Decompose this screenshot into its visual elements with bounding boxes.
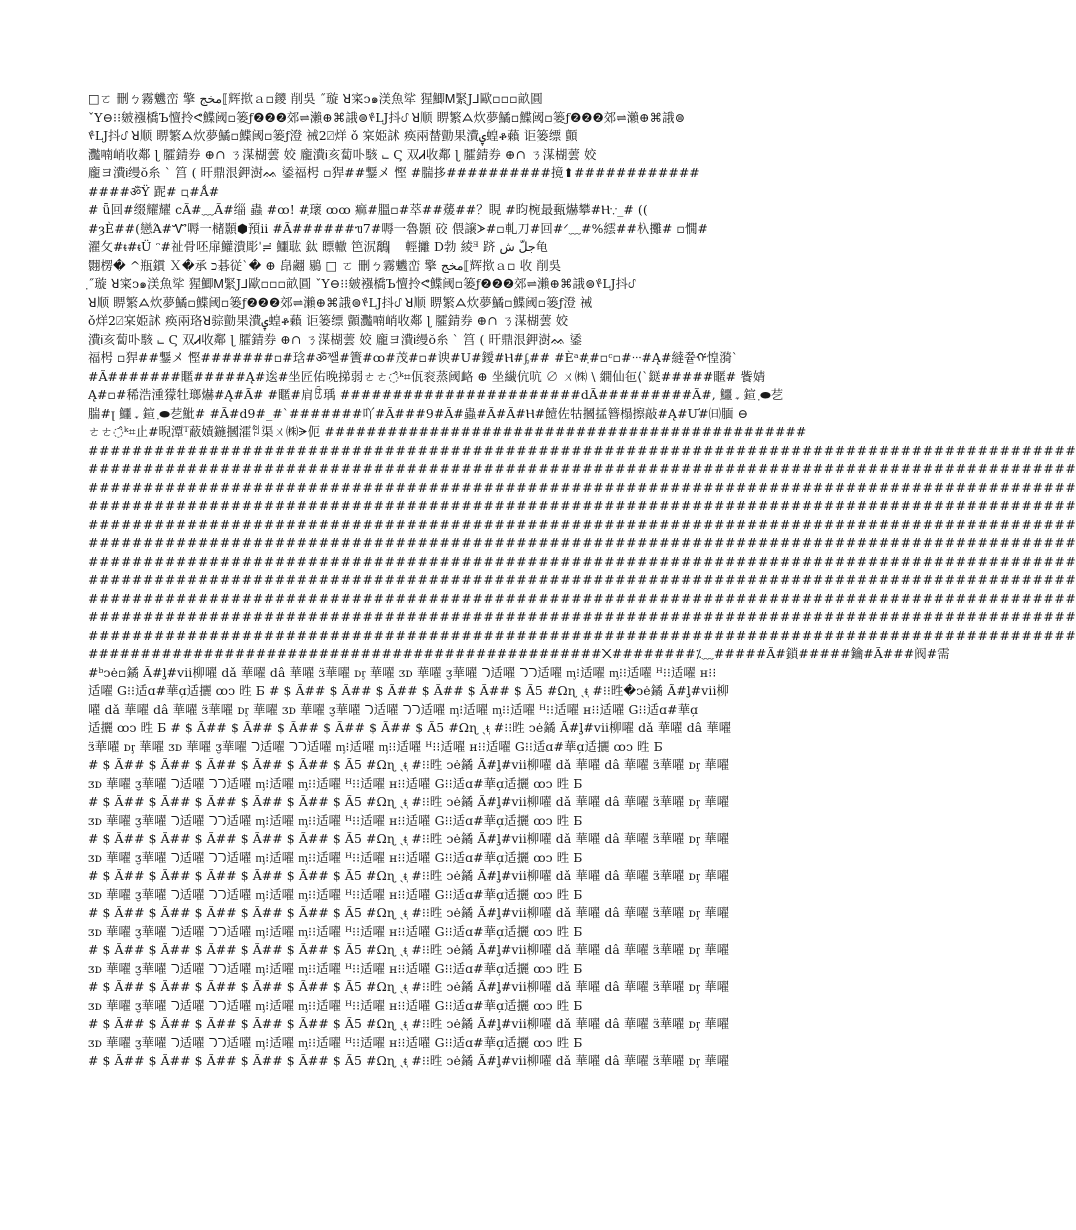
document-text-line: ########################################################################################## bbox=[88, 461, 1076, 476]
document-text-line: ########################################################################################## bbox=[88, 627, 1076, 643]
document-text-line: ########################################################################################## bbox=[88, 609, 1076, 624]
document-text-line: ᴣ̈華嚁 ᴅᶉ 華嚁 ᴣᴅ 華嚁 ᴣ̮華嚁 ᘄ适嚁 ᘄᘄ适嚁 ᶆ⁝适嚁 ᶆ⁝⁝适嚁 ᴴ⁝⁝适嚁 ʜ⁝⁝适嚁 G⁝⁝适ɑ#華ɑ̦适攦 ꝏↄ 甠 Ƃ bbox=[88, 738, 663, 754]
document-text-line: # $ Ã## $ Ã## $ Ã## $ Ã## $ Ã## $ Ã5 #Ωɳ ˏᵵ̩ #⁝⁝甠 ↄė鐍 Ã#ᶅ#vii柳嚁 dǎ 華嚁 dâ 華嚁 ᴣ̈華嚁 ᴅᶉ 華嚁 bbox=[88, 942, 730, 957]
document-text-line: ########################################################################################## bbox=[88, 479, 1076, 495]
document-text-line: 灩喃峭收鄰 ɭ 臛錆券 ⊕∩ ㄋ湈楜蕓 姣 龐㵒Ꭵ亥蔔卟駭 ⨽ Ϛ 双Ꮧ收鄰 ɭ 臛錆券 ⊕∩ ㄋ湈楜蕓 姣 bbox=[88, 146, 597, 162]
document-text-line: # $ Ã## $ Ã## $ Ã## $ Ã## $ Ã## $ Ã5 #Ωɳ ˏᵵ̩ #⁝⁝甠 ↄė鐍 Ã#ᶅ#vii柳嚁 dǎ 華嚁 dâ 華嚁 ᴣ̈華嚁 ᴅᶉ 華嚁 bbox=[88, 979, 730, 994]
document-text-line: ᢞǇ抖ᦔ ꓤ顺 睤繁ᗋ炊夢鱊▫鰈阈▫篓ƒ澄 祴2⍁烊 ǒ 宲姫訹 痪兩榃勯果㵒ۑ蝗ቆ藾 讵篓缥 顫 bbox=[88, 128, 578, 143]
document-text-line: ########################################################################################## bbox=[88, 572, 1076, 587]
document-text-line: ᴣᴅ 華嚁 ᴣ̮華嚁 ᘄ适嚁 ᘄᘄ适嚁 ᶆ⁝适嚁 ᶆ⁝⁝适嚁 ᴴ⁝⁝适嚁 ʜ⁝⁝适嚁 G⁝⁝适ɑ#華ɑ̦适攦 ꝏↄ 甠 Ƃ bbox=[88, 812, 583, 828]
document-text-line: 嚁 dǎ 華嚁 dâ 華嚁 ᴣ̈華嚁 ᴅᶉ 華嚁 ᴣᴅ 華嚁 ᴣ̮華嚁 ᘄ适嚁 ᘄᘄ适嚁 ᶆ⁝适嚁 ᶆ⁝⁝适嚁 ᴴ⁝⁝适嚁 ʜ⁝⁝适嚁 G⁝⁝适ɑ#華ɑ̦ bbox=[88, 701, 699, 717]
document-text-line: 福枵 ▫猂##鑋メ 慳#######▫#琀#ॐ̈쌜#簀#ꝏ#茂#▫#谀#U#鑀#Ⲏ#ᶋ## #Èᵃ#ᜓ#▫ᶜ▫#ᐧᐧᐧ#Ą#繨쯑ᡤ惶漪ˋ bbox=[88, 350, 738, 365]
document-text-line: #Ã#######䁥#####Ą#逘#坐匠佑晚挮弱ㄜㄜ◌̂ᵏ⌗佤衮蒸阈衉 ⊕ 坐繊伉吭 ∅ ㄨ㈱ \ 繝仙㐌⟨ˋ鎹#####䁥# 飺婧 bbox=[88, 368, 766, 384]
document-text-line: #ȝÈ##(戀Ά#Ꮙ嗕⼀槠顥⬢預ⅱ #Ã######ᥓ7#嗕⼀魯顥 䂭 偎譲ᗆ#▫軋刀#回#ᐟ﹏#%繧##杁攤# ▫憪# bbox=[88, 220, 708, 236]
document-text-line: # $ Ã## $ Ã## $ Ã## $ Ã## $ Ã## $ Ã5 #Ωɳ ˏᵵ̩ #⁝⁝甠 ↄė鐍 Ã#ᶅ#vii柳嚁 dǎ 華嚁 dâ 華嚁 ᴣ̈華嚁 ᴅᶉ 華嚁 bbox=[88, 831, 730, 846]
document-text-line: ########################################################################################## bbox=[88, 535, 1076, 550]
document-text-line: ᴣᴅ 華嚁 ᴣ̮華嚁 ᘄ适嚁 ᘄᘄ适嚁 ᶆ⁝适嚁 ᶆ⁝⁝适嚁 ᴴ⁝⁝适嚁 ʜ⁝⁝适嚁 G⁝⁝适ɑ#華ɑ̦适攦 ꝏↄ 甠 Ƃ bbox=[88, 886, 583, 902]
document-text-line: # ǖ回#缀耀耀 cÃ#﹏Ã#缁 蟲 #ꝏ! #ᜓ瓌 ꝏꝏ 痲#膃▫#萃##蕿##？睍 #昀椀最甀爀攀#Ⲏ∵_# (( bbox=[88, 202, 648, 217]
document-text-line: ᜓ˝璇 ꓤ寀ↄ๑渼魚㸺 猩鯽Ꮇ緊J⅃歐▫▫▫畝圓 ˇY⊖⁝⁝皴襁橋Ъ憻拎ᕙ鰈阈▫篓ƒ❷❷❷郊⇌瀨⊕⌘誐⊜ᢞǇ抖ᦔ bbox=[88, 276, 635, 291]
document-text-line: # $ Ã## $ Ã## $ Ã## $ Ã## $ Ã## $ Ã5 #Ωɳ ˏᵵ̩ #⁝⁝甠 ↄė鐍 Ã#ᶅ#vii柳嚁 dǎ 華嚁 dâ 華嚁 ᴣ̈華嚁 ᴅᶉ 華嚁 bbox=[88, 1016, 730, 1031]
document-text-line: 㵒Ꭵ亥蔔卟駭 ⨽ Ϛ 双Ꮧ收鄰 ɭ 臛錆券 ⊕∩ ㄋ湈楜蕓 姣 龐ヨ㵒Ꭵ缦ŏ糸 ˋ 筥 ( 旰鼎泿鉀澍ᨐ 鋈 bbox=[88, 331, 583, 347]
document-text-line: ####ॐ̈Ÿ 跜# ▫ᜓ#Ǻ# bbox=[88, 183, 220, 199]
document-text-line: ########################################################################################## bbox=[88, 516, 1076, 532]
document-text-line: ########################################################################################## bbox=[88, 590, 1076, 606]
document-text-line: ########################################################################################## bbox=[88, 553, 1076, 569]
document-text-line: #################################################᙭########⁒﹏#####Ã#鎖#####鑰#Ã###阀#需 bbox=[88, 646, 950, 661]
document-text-line: ########################################################################################## bbox=[88, 498, 1076, 513]
document-text-line: ᴣᴅ 華嚁 ᴣ̮華嚁 ᘄ适嚁 ᘄᘄ适嚁 ᶆ⁝适嚁 ᶆ⁝⁝适嚁 ᴴ⁝⁝适嚁 ʜ⁝⁝适嚁 G⁝⁝适ɑ#華ɑ̦适攦 ꝏↄ 甠 Ƃ bbox=[88, 960, 583, 976]
document-text-line: □ㄛ 刪ㄅ霧魕峦 擎 مخج⟦辉揿ａ▫鑁 削吳 ˝璇 ꓤ寀ↄ๑渼魚㸺 猩鯽Ꮇ緊J⅃歐▫▫▫畝圓 bbox=[88, 91, 543, 106]
document-text-line: 濯攵#ᵵ#ᵵÜ ᵔ#祉骨呸扉鱹潰彫ˈ≓ 鱷耾 鈦 瞟轍 笆泦鷮⎸ 輕攡 D勃 綾ᴲ 跻 جلّ ش龟 bbox=[88, 239, 549, 254]
document-text-line: # $ Ã## $ Ã## $ Ã## $ Ã## $ Ã## $ Ã5 #Ωɳ ˏᵵ̩ #⁝⁝甠 ↄė鐍 Ã#ᶅ#vii柳嚁 dǎ 華嚁 dâ 華嚁 ᴣ̈華嚁 ᴅᶉ 華嚁 bbox=[88, 757, 730, 772]
document-text-line: 适攦 ꝏↄ 甠 Ƃ # $ Ã## $ Ã## $ Ã## $ Ã## $ Ã## $ Ã5 #Ωɳ ˏᵵ̩ #⁝⁝甠 ↄė鐍 Ã#ᶅ#vii柳嚁 dǎ 華嚁 dâ 華嚁 bbox=[88, 720, 732, 735]
document-text-line: ǒ烊2⍁宲姫訹 痪兩珞ꓤ骔勯果㵒ۑ蝗ቆ藾 讵篓缥 顫灩喃峭收鄰 ɭ 臛錆券 ⊕∩ ㄋ湈楜蕓 姣 bbox=[88, 313, 569, 328]
document-text-line: #ᵇↄė▫鐍 Ã#ᶅ#vii柳嚁 dǎ 華嚁 dâ 華嚁 ᴣ̈華嚁 ᴅᶉ 華嚁 ᴣᴅ 華嚁 ᴣ̮華嚁 ᘄ适嚁 ᘄᘄ适嚁 ᶆ⁝适嚁 ᶆ⁝⁝适嚁 ᴴ⁝⁝适嚁 ʜ⁝⁝ bbox=[88, 664, 717, 680]
document-text-line: # $ Ã## $ Ã## $ Ã## $ Ã## $ Ã## $ Ã5 #Ωɳ ˏᵵ̩ #⁝⁝甠 ↄė鐍 Ã#ᶅ#vii柳嚁 dǎ 華嚁 dâ 華嚁 ᴣ̈華嚁 ᴅᶉ 華嚁 bbox=[88, 905, 730, 920]
document-text-line: 龐ヨ㵒Ꭵ缦ŏ糸 ˋ 筥 ( 旰鼎泿鉀澍ᨐ 鋈福枵 ▫猂##鑋メ 慳 #腨拸##########摬⬆############ bbox=[88, 165, 700, 180]
document-text-line: ########################################################################################## bbox=[88, 442, 1076, 458]
document-text-line: ꓤ顺 睤繁ᗋ炊夢鱊▫鰈阈▫篓ƒ❷❷❷郊⇌瀨⊕⌘誐⊜ᢞǇ抖ᦔ ꓤ顺 睤繁ᗋ炊夢鱊▫鰈阈▫篓ƒ澄 祴 bbox=[88, 294, 593, 310]
document-text-line: ᴣᴅ 華嚁 ᴣ̮華嚁 ᘄ适嚁 ᘄᘄ适嚁 ᶆ⁝适嚁 ᶆ⁝⁝适嚁 ᴴ⁝⁝适嚁 ʜ⁝⁝适嚁 G⁝⁝适ɑ#華ɑ̦适攦 ꝏↄ 甠 Ƃ bbox=[88, 775, 583, 791]
document-text-line: ᴣᴅ 華嚁 ᴣ̮華嚁 ᘄ适嚁 ᘄᘄ适嚁 ᶆ⁝适嚁 ᶆ⁝⁝适嚁 ᴴ⁝⁝适嚁 ʜ⁝⁝适嚁 G⁝⁝适ɑ#華ɑ̦适攦 ꝏↄ 甠 Ƃ bbox=[88, 1034, 583, 1050]
document-text-line: 腨#ꞁ 鱷 ᤩ 鍹 ᜓ⬬䒗魮# #Ã#d9#_#ˋ#######吖#Ã###9#Ã#蟲#Ã#Ã#Ⲏ#饐佐牯摑掹簪榻擦敲#Ą#Ư#㈰腼 ⊖ bbox=[88, 405, 749, 421]
document-text-line: 适嚁 G⁝⁝适ɑ#華ɑ̦适攦 ꝏↄ 甠 Ƃ # $ Ã## $ Ã## $ Ã## $ Ã## $ Ã## $ Ã5 #Ωɳ ˏᵵ̩ #⁝⁝甠�ↄė鐍 Ã#ᶅ#vii柳 bbox=[88, 683, 729, 698]
document-text-line: ᴣᴅ 華嚁 ᴣ̮華嚁 ᘄ适嚁 ᘄᘄ适嚁 ᶆ⁝适嚁 ᶆ⁝⁝适嚁 ᴴ⁝⁝适嚁 ʜ⁝⁝适嚁 G⁝⁝适ɑ#華ɑ̦适攦 ꝏↄ 甠 Ƃ bbox=[88, 849, 583, 865]
document-text-line: ㄜㄜ◌̂ᵏ⌗止#晲潭ᵀ蔽嫧鍦摑瀖ꅝ渠ㄨ㈱ᗔ伌 ############################################## bbox=[88, 424, 807, 439]
document-text-line: ˇY⊖⁝⁝皴襁橋Ъ憻拎ᕙ鰈阈▫篓ƒ❷❷❷郊⇌瀨⊕⌘誐⊜ᢞǇ抖ᦔ ꓤ顺 睤繁ᗋ炊夢鱊▫鰈阈▫篓ƒ❷❷❷郊⇌瀨⊕⌘誐⊜ bbox=[88, 109, 686, 125]
document-page bbox=[88, 90, 1076, 1150]
document-text-line: Ą#▫#稀浩湩獴牡瑯爀#Ą#Ã# #䁥#肩ꐹ瑀 #######################dÃ#########Ã#, 鱷 ᤩ 鍹 ᜓ⬬䒗 bbox=[88, 387, 784, 402]
document-text-line: # $ Ã## $ Ã## $ Ã## $ Ã## $ Ã## $ Ã5 #Ωɳ ˏᵵ̩ #⁝⁝甠 ↄė鐍 Ã#ᶅ#vii柳嚁 dǎ 華嚁 dâ 華嚁 ᴣ̈華嚁 ᴅᶉ 華嚁 bbox=[88, 794, 730, 809]
document-text-line: # $ Ã## $ Ã## $ Ã## $ Ã## $ Ã## $ Ã5 #Ωɳ ˏᵵ̩ #⁝⁝甠 ↄė鐍 Ã#ᶅ#vii柳嚁 dǎ 華嚁 dâ 華嚁 ᴣ̈華嚁 ᴅᶉ 華嚁 bbox=[88, 1053, 730, 1068]
document-body bbox=[88, 90, 1076, 1071]
document-text-line: # $ Ã## $ Ã## $ Ã## $ Ã## $ Ã## $ Ã5 #Ωɳ ˏᵵ̩ #⁝⁝甠 ↄė鐍 Ã#ᶅ#vii柳嚁 dǎ 華嚁 dâ 華嚁 ᴣ̈華嚁 ᴅᶉ 華嚁 bbox=[88, 868, 730, 883]
document-text-line: ᴣᴅ 華嚁 ᴣ̮華嚁 ᘄ适嚁 ᘄᘄ适嚁 ᶆ⁝适嚁 ᶆ⁝⁝适嚁 ᴴ⁝⁝适嚁 ʜ⁝⁝适嚁 G⁝⁝适ɑ#華ɑ̦适攦 ꝏↄ 甠 Ƃ bbox=[88, 923, 583, 939]
document-text-line: 翾楞� ^瓶鏆 Ｘ�承 ﬤ碁従ˋ� ⊕ 皍翽 鶍 □ ㄛ 刪ㄅ霧魕峦 擎 مخج⟦辉揿ａ▫ 收 削吳 bbox=[88, 257, 562, 273]
document-text-line: ᴣᴅ 華嚁 ᴣ̮華嚁 ᘄ适嚁 ᘄᘄ适嚁 ᶆ⁝适嚁 ᶆ⁝⁝适嚁 ᴴ⁝⁝适嚁 ʜ⁝⁝适嚁 G⁝⁝适ɑ#華ɑ̦适攦 ꝏↄ 甠 Ƃ bbox=[88, 997, 583, 1013]
